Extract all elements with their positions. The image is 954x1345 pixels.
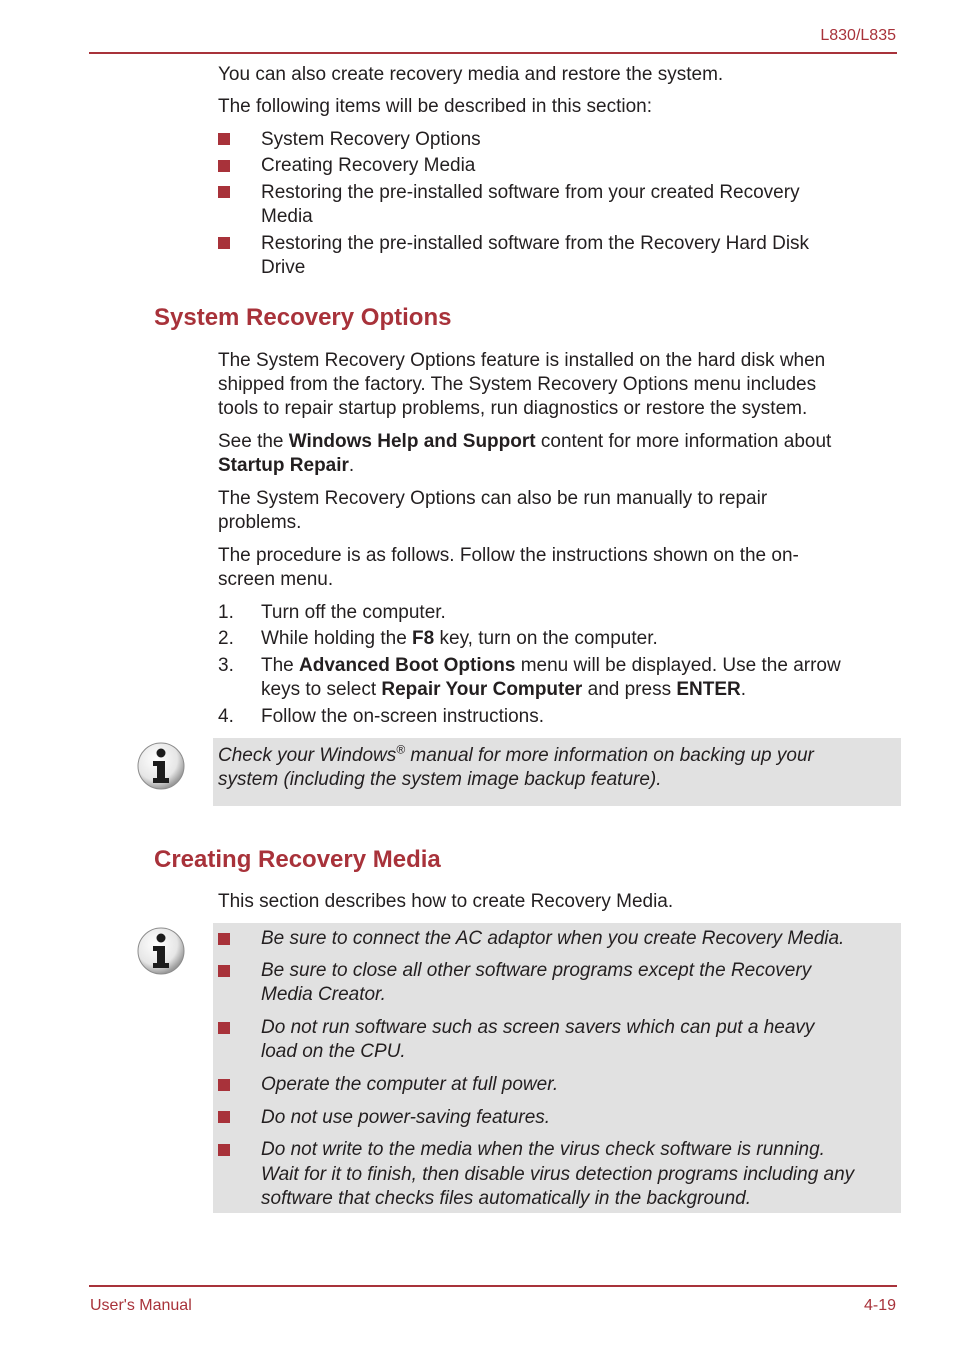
list-item-continuation: Drive <box>261 257 306 278</box>
bullet-icon <box>218 186 230 198</box>
list-item: Restoring the pre-installed software from your created Recovery <box>261 182 800 203</box>
note-list-item-continuation: Media Creator. <box>261 984 386 1005</box>
bullet-icon <box>218 1111 230 1123</box>
footer-rule <box>89 1285 897 1287</box>
footer-manual-title: User's Manual <box>90 1297 192 1314</box>
note-list-item: Do not write to the media when the virus check software is running. <box>261 1139 825 1160</box>
windows-help-and-support: Windows Help and Support <box>288 431 536 452</box>
list-item: Restoring the pre-installed software from the Recovery Hard Disk <box>261 233 810 254</box>
step-number: 4. <box>218 706 234 727</box>
section-heading-creating-recovery-media: Creating Recovery Media <box>154 846 441 873</box>
bullet-icon <box>218 1144 230 1156</box>
step-text: Turn off the computer. <box>261 602 446 623</box>
bullet-icon <box>218 133 230 145</box>
list-item: Creating Recovery Media <box>261 155 476 176</box>
info-icon <box>136 741 186 791</box>
bullet-icon <box>218 1079 230 1091</box>
header-rule <box>89 52 897 54</box>
note-list-item: Be sure to close all other software programs except the Recovery <box>261 960 812 981</box>
section-heading-system-recovery-options: System Recovery Options <box>154 304 452 331</box>
see-help-line: See the Windows Help and Support content for more information about <box>218 431 832 452</box>
startup-repair: Startup Repair <box>218 455 349 476</box>
intro-line-2: The following items will be described in this section: <box>218 96 653 117</box>
note-text: Check your Windows® manual for more information on backing up your <box>218 742 814 766</box>
note-list-item: Do not use power-saving features. <box>261 1107 551 1128</box>
paragraph-line: shipped from the factory. The System Recovery Options menu includes <box>218 374 817 395</box>
step-text-continuation: keys to select Repair Your Computer and press ENTER. <box>261 679 747 700</box>
bullet-icon <box>218 237 230 249</box>
note-list-item: Be sure to connect the AC adaptor when you create Recovery Media. <box>261 928 845 949</box>
paragraph-line: The procedure is as follows. Follow the instructions shown on the on- <box>218 545 799 566</box>
startup-repair-line: Startup Repair. <box>218 455 355 476</box>
list-item-continuation: Media <box>261 206 313 227</box>
step-number: 1. <box>218 602 234 623</box>
step-number: 2. <box>218 628 234 649</box>
note-list-item: Operate the computer at full power. <box>261 1074 559 1095</box>
bullet-icon <box>218 1022 230 1034</box>
note-list-item-continuation: software that checks files automatically in the background. <box>261 1188 752 1209</box>
info-icon <box>136 926 186 976</box>
paragraph-line: problems. <box>218 512 302 533</box>
note-list-item: Do not run software such as screen savers which can put a heavy <box>261 1017 815 1038</box>
list-item: System Recovery Options <box>261 129 481 150</box>
step-number: 3. <box>218 655 234 676</box>
intro-line-1: You can also create recovery media and restore the system. <box>218 64 724 85</box>
paragraph-line: tools to repair startup problems, run diagnostics or restore the system. <box>218 398 808 419</box>
note-list-item-continuation: load on the CPU. <box>261 1041 406 1062</box>
bullet-icon <box>218 933 230 945</box>
header-model: L830/L835 <box>820 27 896 44</box>
paragraph-line: The System Recovery Options can also be run manually to repair <box>218 488 768 509</box>
paragraph-line: screen menu. <box>218 569 334 590</box>
paragraph-line: The System Recovery Options feature is installed on the hard disk when <box>218 350 826 371</box>
note-list-item-continuation: Wait for it to finish, then disable virus detection programs including any <box>261 1164 855 1185</box>
section-intro: This section describes how to create Recovery Media. <box>218 891 674 912</box>
note-text: system (including the system image backup feature). <box>218 769 662 790</box>
step-text: Follow the on-screen instructions. <box>261 706 545 727</box>
footer-page-number: 4-19 <box>863 1297 896 1314</box>
bullet-icon <box>218 160 230 172</box>
bullet-icon <box>218 965 230 977</box>
step-text: While holding the F8 key, turn on the computer. <box>261 628 658 649</box>
step-text: The Advanced Boot Options menu will be displayed. Use the arrow <box>261 655 841 676</box>
